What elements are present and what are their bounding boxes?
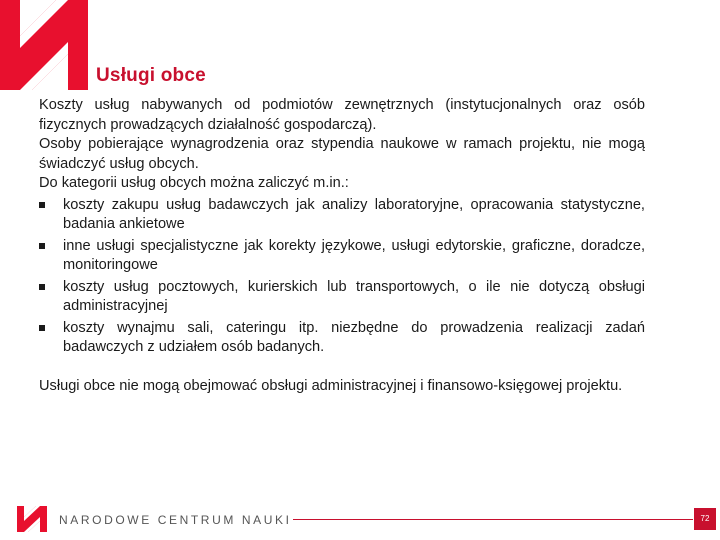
list-item: koszty wynajmu sali, cateringu itp. niezbędne do prowadzenia realizacji zadań badawczych z udziałem osób badanych. <box>39 319 645 358</box>
square-bullet-icon <box>39 325 45 331</box>
restriction-paragraph: Osoby pobierające wynagrodzenia oraz stypendia naukowe w ramach projektu, nie mogą świadczyć usług obcych. <box>39 136 645 172</box>
category-intro: Do kategorii usług obcych można zaliczyć m.in.: <box>39 175 349 191</box>
list-item: koszty usług pocztowych, kurierskich lub transportowych, o ile nie dotyczą obsługi administracyjnej <box>39 278 645 317</box>
page-number: 72 <box>694 508 716 530</box>
ncn-footer-logo-icon <box>17 506 47 532</box>
list-item: koszty zakupu usług badawczych jak analizy laboratoryjne, opracowania statystyczne, badania ankietowe <box>39 196 645 235</box>
organization-name: NARODOWE CENTRUM NAUKI <box>59 513 292 527</box>
intro-paragraph: Koszty usług nabywanych od podmiotów zewnętrznych (instytucjonalnych oraz osób fizycznych prowadzących działalność gospodarczą). <box>39 97 645 133</box>
footer-divider <box>293 519 693 520</box>
content-body <box>39 96 645 396</box>
square-bullet-icon <box>39 243 45 249</box>
closing-paragraph: Usługi obce nie mogą obejmować obsługi administracyjnej i finansowo-księgowej projektu. <box>39 377 623 394</box>
square-bullet-icon <box>39 202 45 208</box>
ncn-logo-icon <box>0 0 92 90</box>
list-item: inne usługi specjalistyczne jak korekty językowe, usługi edytorskie, graficzne, doradcze, monitoringowe <box>39 237 645 276</box>
page-title: Usługi obce <box>96 65 206 86</box>
bullet-list <box>39 196 645 358</box>
square-bullet-icon <box>39 284 45 290</box>
